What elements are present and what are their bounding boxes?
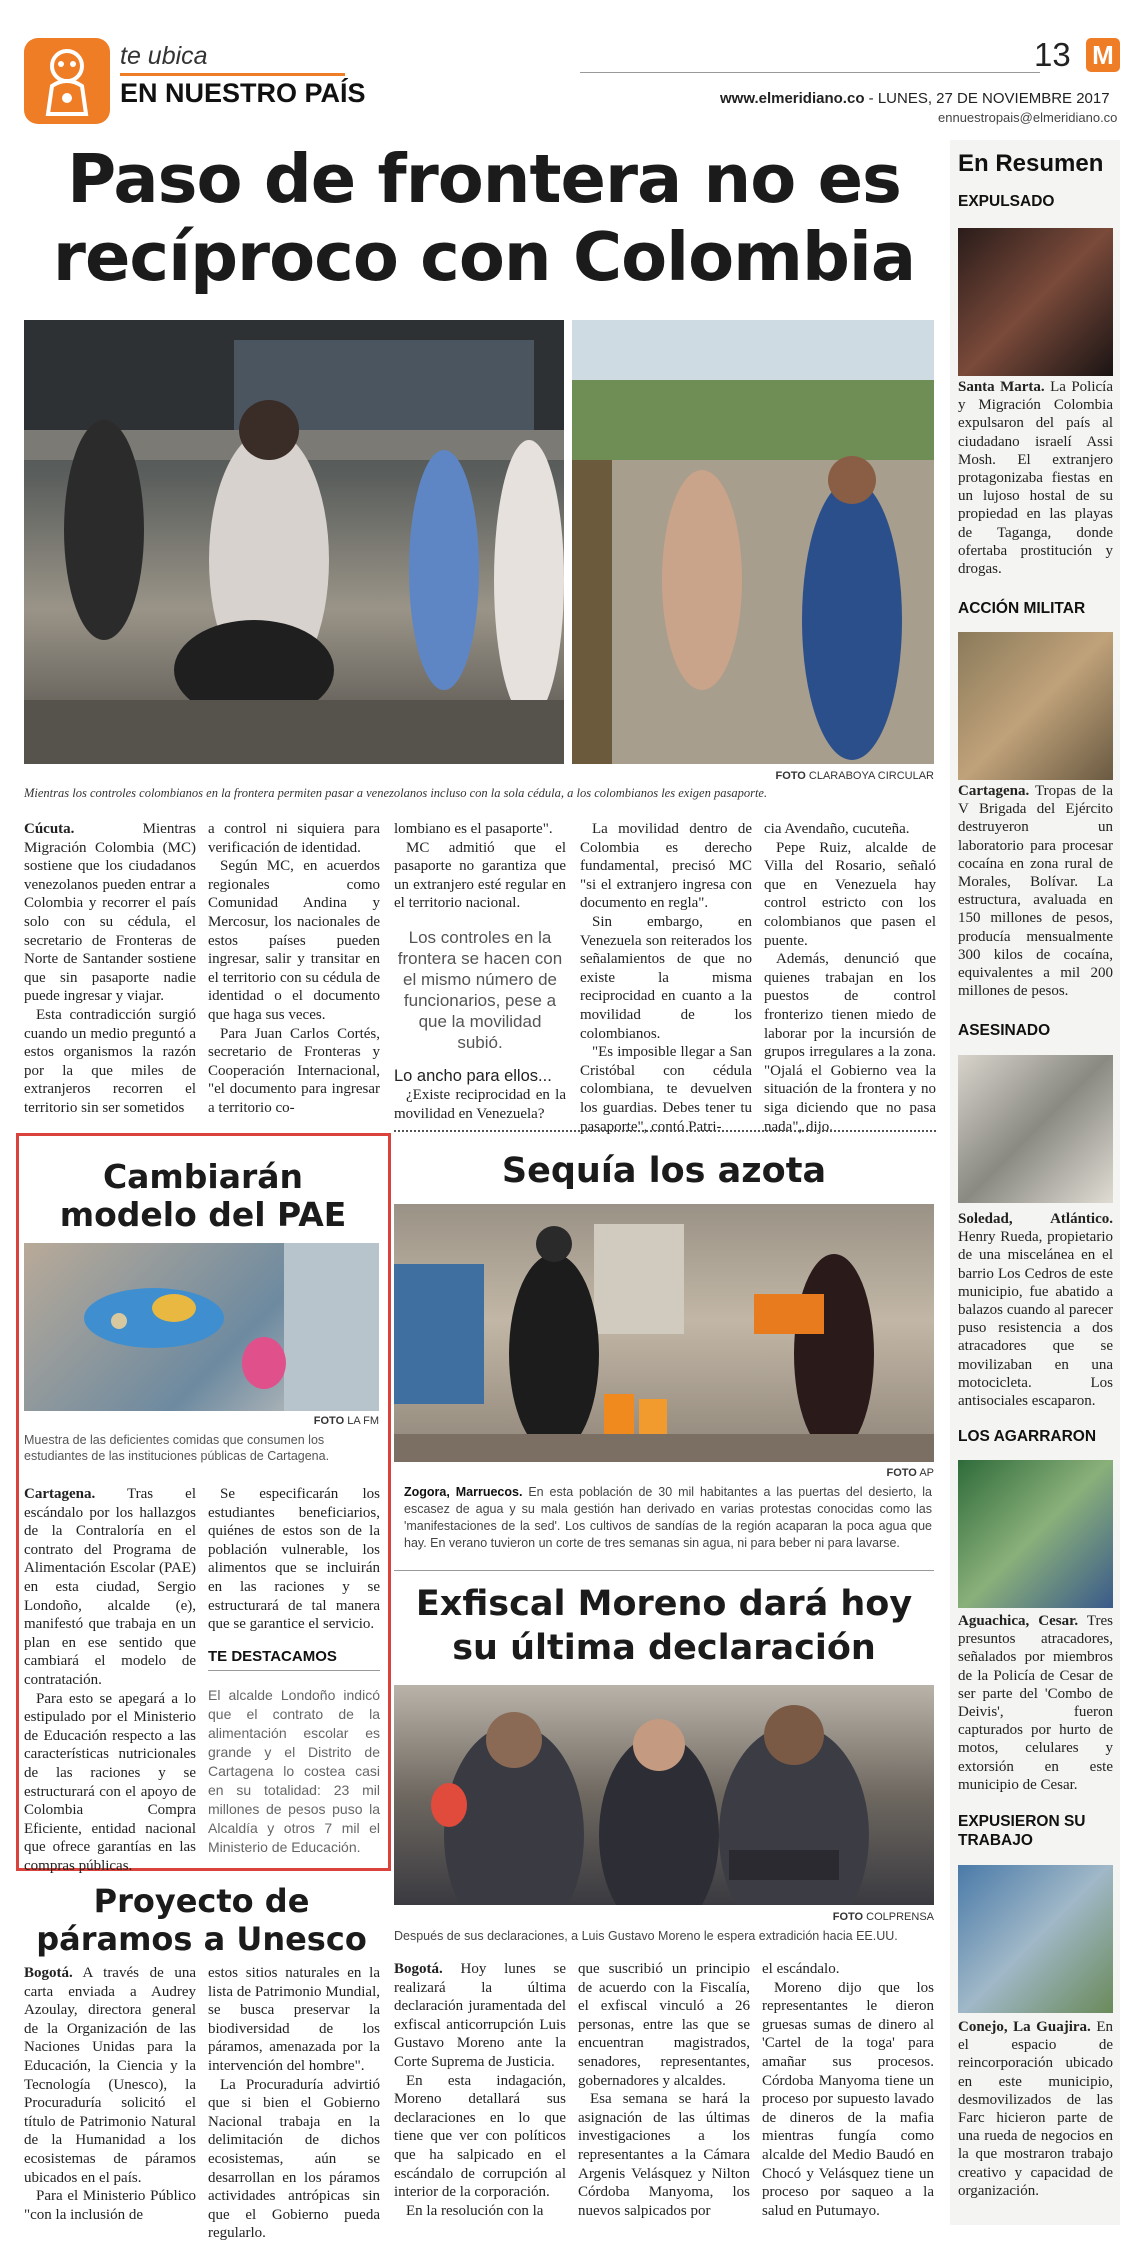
website-link[interactable]: www.elmeridiano.co — [720, 90, 865, 107]
moreno-column-2: que suscribió un principio de acuerdo con la Fiscalía, el exfiscal vinculó a 26 personas, entre las que se encuentran magistrados, senadores, representantes, gobernadores y alcaldes. Esa semana se hará la asignación de las últimas investigaciones a los representantes a la Cámara Argenis Velásquez y Nilton Córdoba Manyoma, los nuevos salpicados por — [578, 1961, 750, 2219]
sequia-divider — [394, 1570, 934, 1571]
issue-date: - LUNES, 27 DE NOVIEMBRE 2017 — [864, 90, 1110, 107]
moreno-caption: Después de sus declaraciones, a Luis Gustavo Moreno le espera extradición hacia EE.UU. — [394, 1929, 898, 1943]
te-destacamos-text: El alcalde Londoño indicó que el contrato de la alimentación escolar es grande y el Distrito de Cartagena lo costea casi en su totalidad: 23 mil millones de pesos puso la Alcaldía y otros 7 mil el Ministerio de Educación. — [208, 1687, 380, 1855]
crowd-illustration — [24, 320, 564, 764]
bridge-illustration — [572, 320, 934, 764]
water-collection-illustration — [394, 1204, 934, 1462]
sidebar-text-accion-militar: Cartagena. Tropas de la V Brigada del Ejército destruyeron un laboratorio para procesar cocaína en zona rural de Morales, Bolívar. La estructura, avaluada en 150 millones de pesos, producía mensualmente 300 kilos de cocaína, equivalentes a mil 200 millones de pesos. — [958, 783, 1113, 1000]
sidebar-text-asesinado: Soledad, Atlántico. Henry Rueda, propietario de una miscelánea en el barrio Los Cedros de este municipio, fue abatido a balazos cuando al parecer puso resistencia a dos atracadores que se movilizaban en una motocicleta. Los antisociales escaparon. — [958, 1211, 1113, 1410]
pae-photo — [24, 1243, 379, 1411]
pae-column-2: Se especificarán los estudiantes beneficiarios, quiénes de estos son de la población vulnerable, los alimentos que se incluirán en las raciones y se estructurará de tal manera que se garantice el servicio. — [208, 1486, 380, 1633]
main-column-1: Cúcuta. Mientras Migración Colombia (MC) sostiene que los ciudadanos venezolanos pueden entrar a Colombia y recorrer el país solo con su cédula, el secretario de Fronteras de Norte de Santander sostiene que sin pasaporte nadie puede ingresar y viajar. Esta contradicción surgió cuando un medio preguntó a estos organismos la razón por la que miles de extranjeros recorren el territorio sin ser sometidos — [24, 821, 196, 1116]
moreno-photo — [394, 1685, 934, 1905]
main-column-2: a control ni siquiera para verificación de identidad. Según MC, en acuerdos regionales como Comunidad Andina y Mercosur, los nacionales de estos países pueden ingresar, salir y transitar en el territorio con su cédula de identidad o el documento que haga sus veces. Para Juan Carlos Cortés, secretario de Fronteras y Cooperación Internacional, "el documento para ingresar a territorio co- — [208, 821, 380, 1116]
sidebar-photo-asesinado — [958, 1055, 1113, 1203]
moreno-column-3: el escándalo. Moreno dijo que los representantes le dieron gruesas sumas de dinero al 'Cartel de la toga' para amañar sus procesos. Córdoba Manyoma tiene un proceso por supuesto lavado de dineros de la mafia mientras fungía como alcalde del Medio Baudó en Chocó y Velásquez tiene un proceso por saqueo a la salud en Putumayo. — [762, 1961, 934, 2219]
te-destacamos-rule — [208, 1670, 380, 1671]
main-headline: Paso de frontera no es recíproco con Colombia — [52, 140, 916, 296]
section-kicker-small: te ubica — [120, 42, 208, 70]
sequia-headline: Sequía los azota — [501, 1151, 827, 1191]
sidebar-section-expulsado: EXPULSADO — [958, 193, 1055, 210]
unesco-column-1: Bogotá. A través de una carta enviada a Audrey Azoulay, directora general de la Organización de las Naciones Unidas para la Educación, la Ciencia y la Tecnología (Unesco), la Procuraduría solicitó el título de Patrimonio Natural de la Humanidad a los ecosistemas de páramos ubicados en el país. Para el Ministerio Público "con la inclusión de — [24, 1965, 196, 2223]
sidebar-photo-expulsado — [958, 228, 1113, 376]
sidebar-title: En Resumen — [958, 150, 1104, 177]
mascot-icon — [24, 38, 110, 124]
pull-quote: Los controles en la frontera se hacen con el mismo número de funcionarios, pese a que la movilidad subió. — [397, 927, 563, 1052]
pae-column-1: Cartagena. Tras el escándalo por los hallazgos de la Contraloría en el contrato del Programa de Alimentación Escolar (PAE) en esta ciudad, Sergio Londoño, alcalde (e), manifestó que trabaja en un plan en ese sentido que cambiará el modelo de contratación. Para esto se apegará a lo estipulado por el Ministerio de Educación respecto a las características nutricionales de las raciones y se estructurará con el apoyo de Colombia Compra Eficiente, entidad nacional que ofrece garantías en las compras públicas. — [24, 1486, 196, 1874]
moreno-photo-credit: FOTO COLPRENSA — [832, 1911, 934, 1923]
sidebar-section-expusieron: EXPUSIERON SU TRABAJO — [958, 1813, 1086, 1849]
newspaper-logo — [24, 38, 110, 124]
main-photo-caption: Mientras los controles colombianos en la frontera permiten pasar a venezolanos incluso con la sola cédula, a los colombianos les exigen pasaporte. — [24, 786, 768, 800]
section-divider — [394, 1130, 936, 1132]
pae-photo-caption: Muestra de las deficientes comidas que consumen los estudiantes de las instituciones públicas de Cartagena. — [24, 1433, 330, 1463]
meal-plate-illustration — [24, 1243, 379, 1411]
sidebar-section-accion-militar: ACCIÓN MILITAR — [958, 600, 1086, 617]
border-crossing-photo-left — [24, 320, 564, 764]
dateline — [720, 90, 1110, 107]
sidebar-section-asesinado: ASESINADO — [958, 1022, 1051, 1039]
moreno-headline: Exfiscal Moreno dará hoy su última declaración — [415, 1584, 913, 1668]
sequia-photo-credit: FOTO AP — [886, 1467, 934, 1479]
main-column-5: cia Avendaño, cucuteña. Pepe Ruiz, alcalde de Villa del Rosario, señaló que en Venezuela hay control estricto con los colombianos que pasen el puente. Además, denunció que quienes trabajan en los puestos de control fronterizo tienen miedo de laborar por la incursión de grupos irregulares a la zona. "Ojalá el Gobierno vea la situación de la frontera y no siga diciendo que no pasa nada", dijo. — [764, 821, 936, 1135]
border-crossing-photo-right — [572, 320, 934, 764]
section-email[interactable]: ennuestropais@elmeridiano.co — [938, 110, 1118, 125]
police-escort-illustration — [394, 1685, 934, 1905]
sidebar-text-expusieron: Conejo, La Guajira. En el espacio de reincorporación ubicado en este municipio, desmovilizados de las Farc hicieron parte de una rueda de negocios en la que mostraron trabajo creativo y capacidad de organización. — [958, 2019, 1113, 2199]
main-column-4: La movilidad dentro de Colombia es derecho fundamental, precisó MC "si el extranjero ingresa con documento en regla". Sin embargo, en Venezuela son reiterados los señalamientos de que no existe la misma reciprocidad en cuanto a la movilidad de los colombianos. "Es imposible llegar a San Cristóbal con cédula colombiana, te devuelven los guardias. Debes tener tu pasaporte", contó Patri- — [580, 821, 752, 1135]
unesco-column-2: estos sitios naturales en la lista de Patrimonio Mundial, se busca preservar la biodiversidad de los páramos, amenazada por la intervención del hombre". La Procuraduría advirtió que si bien el Gobierno Nacional trabaja en la delimitación de dichos ecosistemas, aún se desarrollan en los páramos actividades antrópicas sin que el Gobierno pueda regularlo. — [208, 1965, 380, 2242]
sequia-photo — [394, 1204, 934, 1462]
sidebar-photo-accion-militar — [958, 632, 1113, 780]
unesco-headline: Proyecto de páramos a Unesco — [36, 1882, 367, 1958]
kicker-underline — [120, 73, 345, 76]
header-rule — [580, 72, 1040, 73]
sidebar-text-los-agarraron: Aguachica, Cesar. Tres presuntos atracadores, señalados por miembros de la Policía de Cesar de ser parte del 'Combo de Deivis', fueron capturados por hurto de motos, celulares y extorsión en este municipio de Cesar. — [958, 1613, 1113, 1793]
sidebar-section-los-agarraron: LOS AGARRARON — [958, 1428, 1097, 1445]
pae-headline: Cambiarán modelo del PAE — [59, 1157, 347, 1234]
sidebar-photo-expusieron — [958, 1865, 1113, 2013]
sidebar-text-expulsado: Santa Marta. La Policía y Migración Colombia expulsaron del país al ciudadano israelí Assi Mosh. El extranjero protagonizaba fiestas en un lujoso hostal de su propiedad en las playas de Taganga, donde ofertaba prostitución y drogas. — [958, 379, 1113, 578]
main-column-3: lombiano es el pasaporte". MC admitió que el pasaporte no garantiza que un extranjero esté regular en el territorio nacional. Los controles en la frontera se hacen con el mismo número de funcionarios, pese a que la movilidad subió. Lo ancho para ellos... ¿Existe reciprocidad en la movilidad en Venezuela? — [394, 821, 566, 1122]
page-number: 13 — [1034, 36, 1071, 73]
main-photo-credit: FOTO CLARABOYA CIRCULAR — [775, 770, 934, 782]
brand-badge: M — [1086, 38, 1120, 72]
pae-photo-credit: FOTO LA FM — [313, 1415, 379, 1427]
sidebar-photo-los-agarraron — [958, 1460, 1113, 1608]
te-destacamos-heading: TE DESTACAMOS — [208, 1648, 337, 1665]
moreno-column-1: Bogotá. Hoy lunes se realizará la última declaración juramentada del exfiscal anticorrupción Luis Gustavo Moreno ante la Corte Suprema de Justicia. En esta indagación, Moreno detallará sus declaraciones en lo que tiene que ver con políticos que ha salpicado en el escándalo de corrupción al interior de la corporación. En la resolución con la — [394, 1961, 566, 2219]
section-kicker: EN NUESTRO PAÍS — [120, 78, 366, 108]
sequia-caption: Zogora, Marruecos. En esta población de 30 mil habitantes a las puertas del desierto, la escasez de agua y su mala gestión han derivado en varias protestas conocidas como las 'manifestaciones de la sed'. Los cultivos de sandías de la región acaparan la poca agua que hay. En verano tuvieron un corte de tres semanas sin agua, ni para beber ni para lavarse. — [404, 1485, 933, 1550]
column-subhead: Lo ancho para ellos... — [394, 1066, 552, 1085]
